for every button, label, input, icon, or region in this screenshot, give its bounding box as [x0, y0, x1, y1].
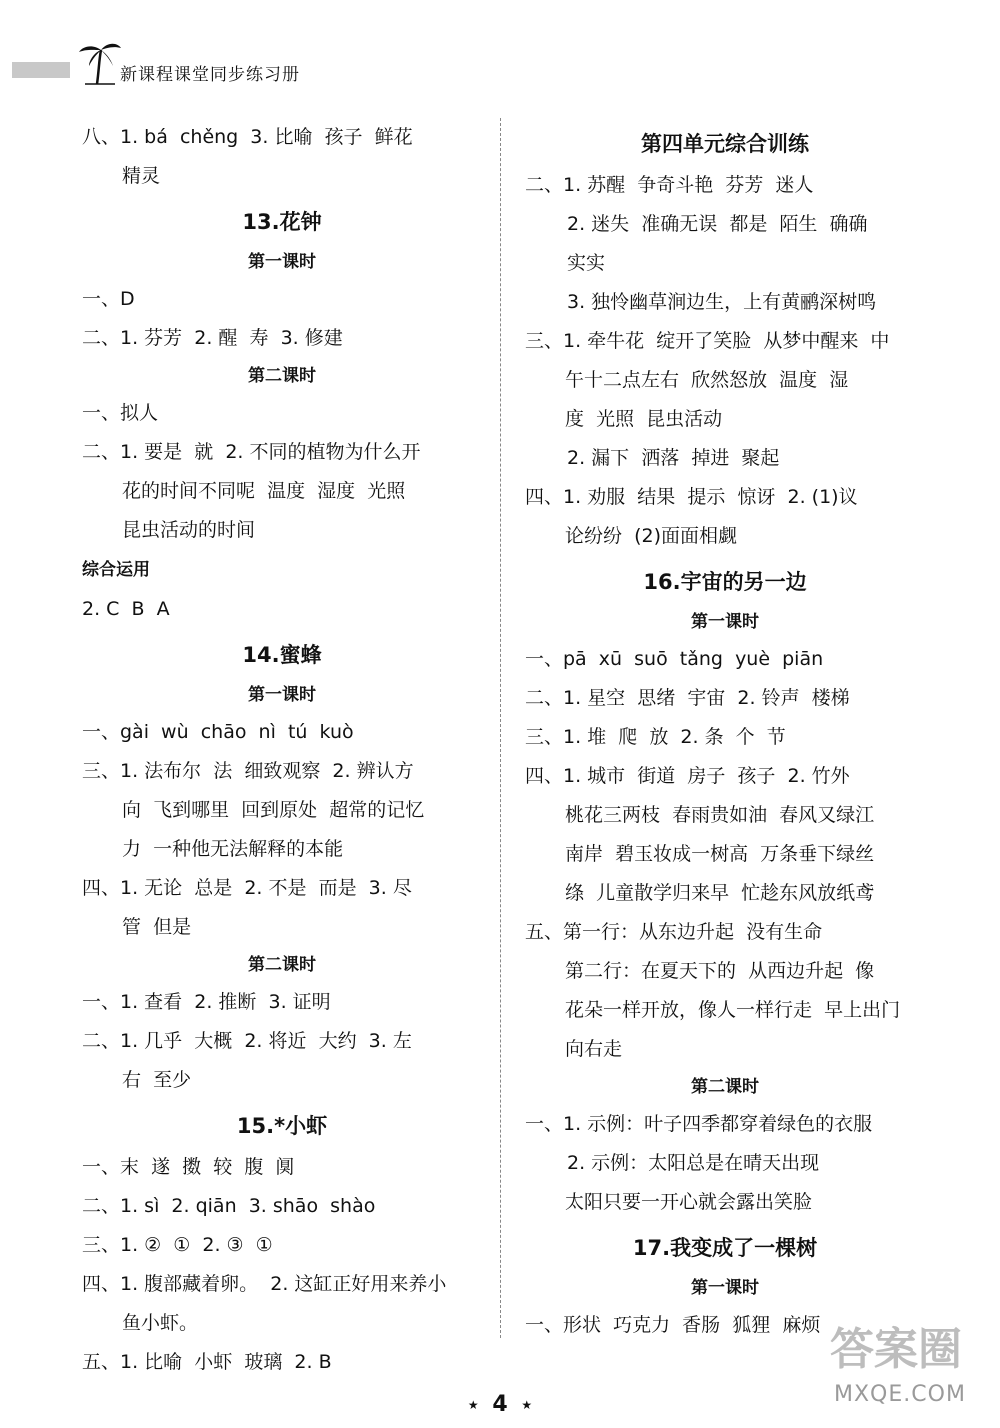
lesson-title: 15.*小虾 [236, 1114, 328, 1138]
answer-line: 二、1. 几乎 大概 2. 将近 大约 3. 左 [82, 1030, 412, 1052]
star-icon: ★ [521, 1398, 533, 1412]
lesson-subtitle: 第二课时 [248, 366, 316, 386]
answer-line: 三、1. ② ① 2. ③ ① [82, 1234, 273, 1256]
answer-line: 太阳只要一开心就会露出笑脸 [565, 1191, 813, 1213]
answer-line: 一、1. 示例：叶子四季都穿着绿色的衣服 [525, 1113, 873, 1135]
lesson-title: 17.我变成了一棵树 [632, 1236, 818, 1260]
page-header [0, 38, 420, 88]
answer-line: 桃花三两枝 春雨贵如油 春风又绿江 [565, 804, 875, 826]
star-icon: ★ [467, 1398, 479, 1412]
lesson-title: 14.蜜蜂 [242, 643, 322, 667]
answer-line: 绦 儿童散学归来早 忙趁东风放纸鸢 [565, 882, 875, 904]
answer-line: 第二行：在夏天下的 从西边升起 像 [565, 960, 875, 982]
answer-line: 五、1. 比喻 小虾 玻璃 2. B [82, 1351, 332, 1373]
answer-line: 3. 独怜幽草涧边生，上有黄鹂深树鸣 [567, 291, 877, 313]
lesson-title: 13.花钟 [242, 210, 322, 234]
answer-line: 四、1. 劝服 结果 提示 惊讶 2. (1)议 [525, 486, 858, 508]
answer-line: 力 一种他无法解释的本能 [122, 838, 344, 860]
answer-line: 四、1. 城市 街道 房子 孩子 2. 竹外 [525, 765, 850, 787]
lesson-subtitle: 第一课时 [248, 252, 316, 272]
lesson-subtitle: 第二课时 [691, 1077, 759, 1097]
answer-line: 右 至少 [122, 1069, 192, 1091]
lesson-title: 16.宇宙的另一边 [643, 570, 807, 594]
watermark-logo [820, 1312, 990, 1382]
header-title: 新课程课堂同步练习册 [120, 65, 300, 85]
page-number: 4 [492, 1392, 508, 1417]
answer-line: 二、1. 要是 就 2. 不同的植物为什么开 [82, 441, 421, 463]
watermark-logo-text: 答案圈 [830, 1324, 962, 1375]
answer-line: 鱼小虾。 [122, 1312, 199, 1334]
answer-line: 一、D [82, 288, 135, 310]
answer-line: 2. 迷失 准确无误 都是 陌生 确确 [567, 213, 868, 235]
lesson-subtitle: 第一课时 [691, 612, 759, 632]
answer-line: 南岸 碧玉妆成一树高 万条垂下绿丝 [565, 843, 875, 865]
answer-line: 一、pā xū suō tǎng yuè piān [525, 648, 824, 670]
answer-line: 五、第一行：从东边升起 没有生命 [525, 921, 823, 943]
answer-line: 2. 漏下 洒落 掉进 聚起 [567, 447, 780, 469]
watermark-text: MXQE.COM [834, 1382, 966, 1407]
answer-line: 三、1. 堆 爬 放 2. 条 个 节 [525, 726, 786, 748]
column-divider [500, 118, 501, 1338]
answer-line: 实实 [567, 252, 606, 274]
lesson-title: 第四单元综合训练 [641, 132, 809, 156]
answer-line: 精灵 [122, 165, 161, 187]
answer-line: 昆虫活动的时间 [122, 519, 256, 541]
answer-line: 一、gài wù chāo nì tú kuò [82, 721, 354, 743]
answer-line: 花的时间不同呢 温度 湿度 光照 [122, 480, 406, 502]
header-bar [12, 62, 70, 78]
answer-line: 二、1. sì 2. qiān 3. shāo shào [82, 1195, 376, 1217]
answer-line: 三、1. 法布尔 法 细致观察 2. 辨认方 [82, 760, 414, 782]
answer-line: 2. C B A [82, 598, 170, 620]
answer-line: 管 但是 [122, 916, 192, 938]
answer-line: 论纷纷 (2)面面相觑 [565, 525, 737, 547]
answer-line: 二、1. 星空 思绪 宇宙 2. 铃声 楼梯 [525, 687, 850, 709]
answer-line: 二、1. 芬芳 2. 醒 寿 3. 修建 [82, 327, 343, 349]
answer-line: 一、末 遂 擞 较 腹 阒 [82, 1156, 295, 1178]
watermark [820, 1312, 990, 1418]
answer-line: 向 飞到哪里 回到原处 超常的记忆 [122, 799, 425, 821]
answer-line: 午十二点左右 欣然怒放 温度 湿 [565, 369, 849, 391]
answer-line: 八、1. bá chěng 3. 比喻 孩子 鲜花 [82, 126, 413, 148]
right-column [525, 118, 925, 1345]
answer-line: 二、1. 苏醒 争奇斗艳 芬芳 迷人 [525, 174, 814, 196]
lesson-subtitle: 第一课时 [691, 1278, 759, 1298]
answer-line: 三、1. 牵牛花 绽开了笑脸 从梦中醒来 中 [525, 330, 890, 352]
answer-line: 向右走 [565, 1038, 623, 1060]
answer-line: 花朵一样开放，像人一样行走 早上出门 [565, 999, 901, 1021]
answer-line: 四、1. 无论 总是 2. 不是 而是 3. 尽 [82, 877, 412, 899]
answer-line: 一、拟人 [82, 402, 159, 424]
answer-line: 一、形状 巧克力 香肠 狐狸 麻烦 [525, 1314, 821, 1336]
answer-line: 2. 示例：太阳总是在晴天出现 [567, 1152, 820, 1174]
section-label: 综合运用 [82, 560, 150, 580]
answer-line: 四、1. 腹部藏着卵。 2. 这缸正好用来养小 [82, 1273, 447, 1295]
palm-tree-icon [75, 40, 123, 86]
lesson-subtitle: 第一课时 [248, 685, 316, 705]
left-column [82, 118, 482, 1382]
answer-line: 一、1. 查看 2. 推断 3. 证明 [82, 991, 331, 1013]
answer-line: 度 光照 昆虫活动 [565, 408, 723, 430]
lesson-subtitle: 第二课时 [248, 955, 316, 975]
